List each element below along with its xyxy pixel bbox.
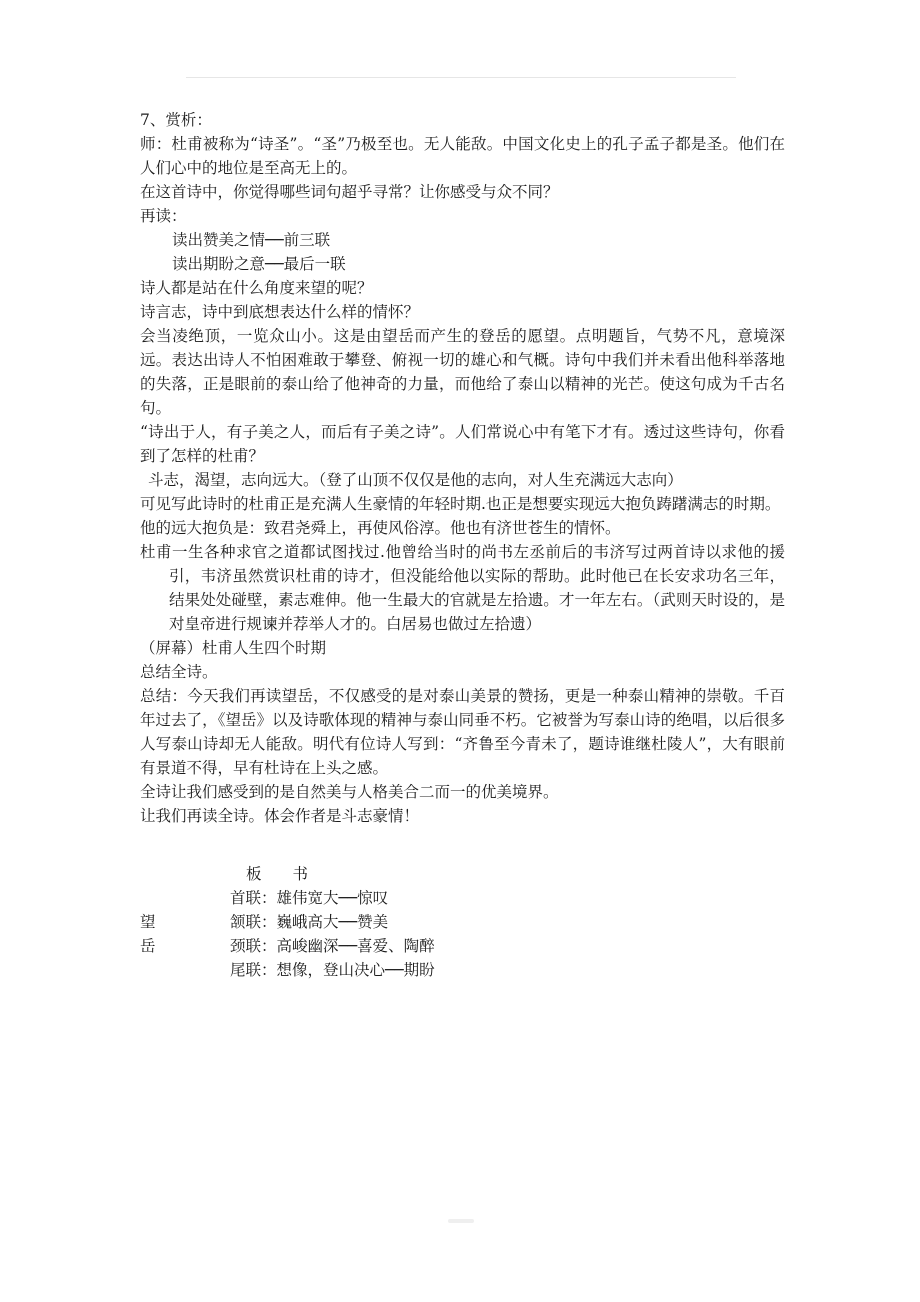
paragraph-feeling-question: 诗言志，诗中到底想表达什么样的情怀？ xyxy=(140,303,420,321)
paragraph-summary-title: 总结全诗。 xyxy=(140,663,218,681)
board-title: 板 书 xyxy=(246,865,309,883)
paragraph-famous-line: 会当凌绝顶，一览众山小。这是由望岳而产生的登岳的愿望。点明题旨，气势不凡，意境深远。表达出诗人不怕困难敢于攀登、俯视一切的雄心和气概。诗句中我们并未看出他科举落地的失落，正是眼前的泰山给了他神奇的力量，而他给了泰山以精神的光芒。使这句成为千古名句。 xyxy=(140,327,785,417)
paragraph-poet-person: “诗出于人，有子美之人，而后有子美之诗”。人们常说心中有笔下才有。透过这些诗句，你看到了怎样的杜甫？ xyxy=(140,423,785,465)
section-title: 7、赏析： xyxy=(140,111,212,129)
paragraph-angle-question: 诗人都是站在什么角度来望的呢？ xyxy=(140,279,373,297)
reading-hope: 读出期盼之意──最后一联 xyxy=(172,255,346,273)
paragraph-career: 杜甫一生各种求官之道都试图找过.他曾给当时的尚书左丞前后的韦济写过两首诗以求他的援引，韦济虽然赏识杜甫的诗才，但没能给他以实际的帮助。此时他已在长安求功名三年，结果处处碰壁，素志难伸。他一生最大的官就是左拾遗。才一年左右。（武则天时设的，是对皇帝进行规谏并荐举人才的。白居易也做过左拾遗） xyxy=(140,543,785,633)
paragraph-reread: 再读： xyxy=(140,207,187,225)
paragraph-beauty: 全诗让我们感受到的是自然美与人格美合二而一的优美境界。 xyxy=(140,783,559,801)
board-side-char-2: 岳 xyxy=(140,937,156,955)
paragraph-teacher-intro: 师：杜甫被称为“诗圣”。“圣”乃极至也。无人能敌。中国文化史上的孔子孟子都是圣。他们在人们心中的地位是至高无上的。 xyxy=(140,135,785,177)
board-row-second: 颔联：巍峨高大──赞美 xyxy=(230,913,389,931)
paragraph-question: 在这首诗中，你觉得哪些词句超乎寻常？让你感受与众不同？ xyxy=(140,183,559,201)
board-row-first: 首联：雄伟宽大──惊叹 xyxy=(230,889,389,907)
paragraph-aspiration: 他的远大抱负是：致君尧舜上，再使风俗淳。他也有济世苍生的情怀。 xyxy=(140,519,621,537)
paragraph-screen: （屏幕）杜甫人生四个时期 xyxy=(140,639,327,657)
board-row-third: 颈联：高峻幽深──喜爱、陶醉 xyxy=(230,937,435,955)
paragraph-ambition: 斗志，渴望，志向远大。（登了山顶不仅仅是他的志向，对人生充满远大志向） xyxy=(148,471,683,489)
reading-praise: 读出赞美之情──前三联 xyxy=(172,231,331,249)
blackboard-summary xyxy=(140,862,785,979)
footer-mark xyxy=(448,1219,474,1223)
paragraph-reread-all: 让我们再读全诗。体会作者是斗志豪情！ xyxy=(140,807,420,825)
paragraph-youth: 可见写此诗时的杜甫正是充满人生豪情的年轻时期.也正是想要实现远大抱负踌躇满志的时期。 xyxy=(140,495,781,513)
header-rule xyxy=(186,77,736,78)
document-body xyxy=(140,108,785,979)
board-row-fourth: 尾联：想像，登山决心──期盼 xyxy=(230,961,435,979)
board-side-char-1: 望 xyxy=(140,913,156,931)
paragraph-summary: 总结：今天我们再读望岳，不仅感受的是对泰山美景的赞扬，更是一种泰山精神的崇敬。千百年过去了，《望岳》以及诗歌体现的精神与泰山同垂不朽。它被誉为写泰山诗的绝唱，以后很多人写泰山诗却无人能敌。明代有位诗人写到：“齐鲁至今青未了，题诗谁继杜陵人”，大有眼前有景道不得，早有杜诗在上头之感。 xyxy=(140,687,785,777)
